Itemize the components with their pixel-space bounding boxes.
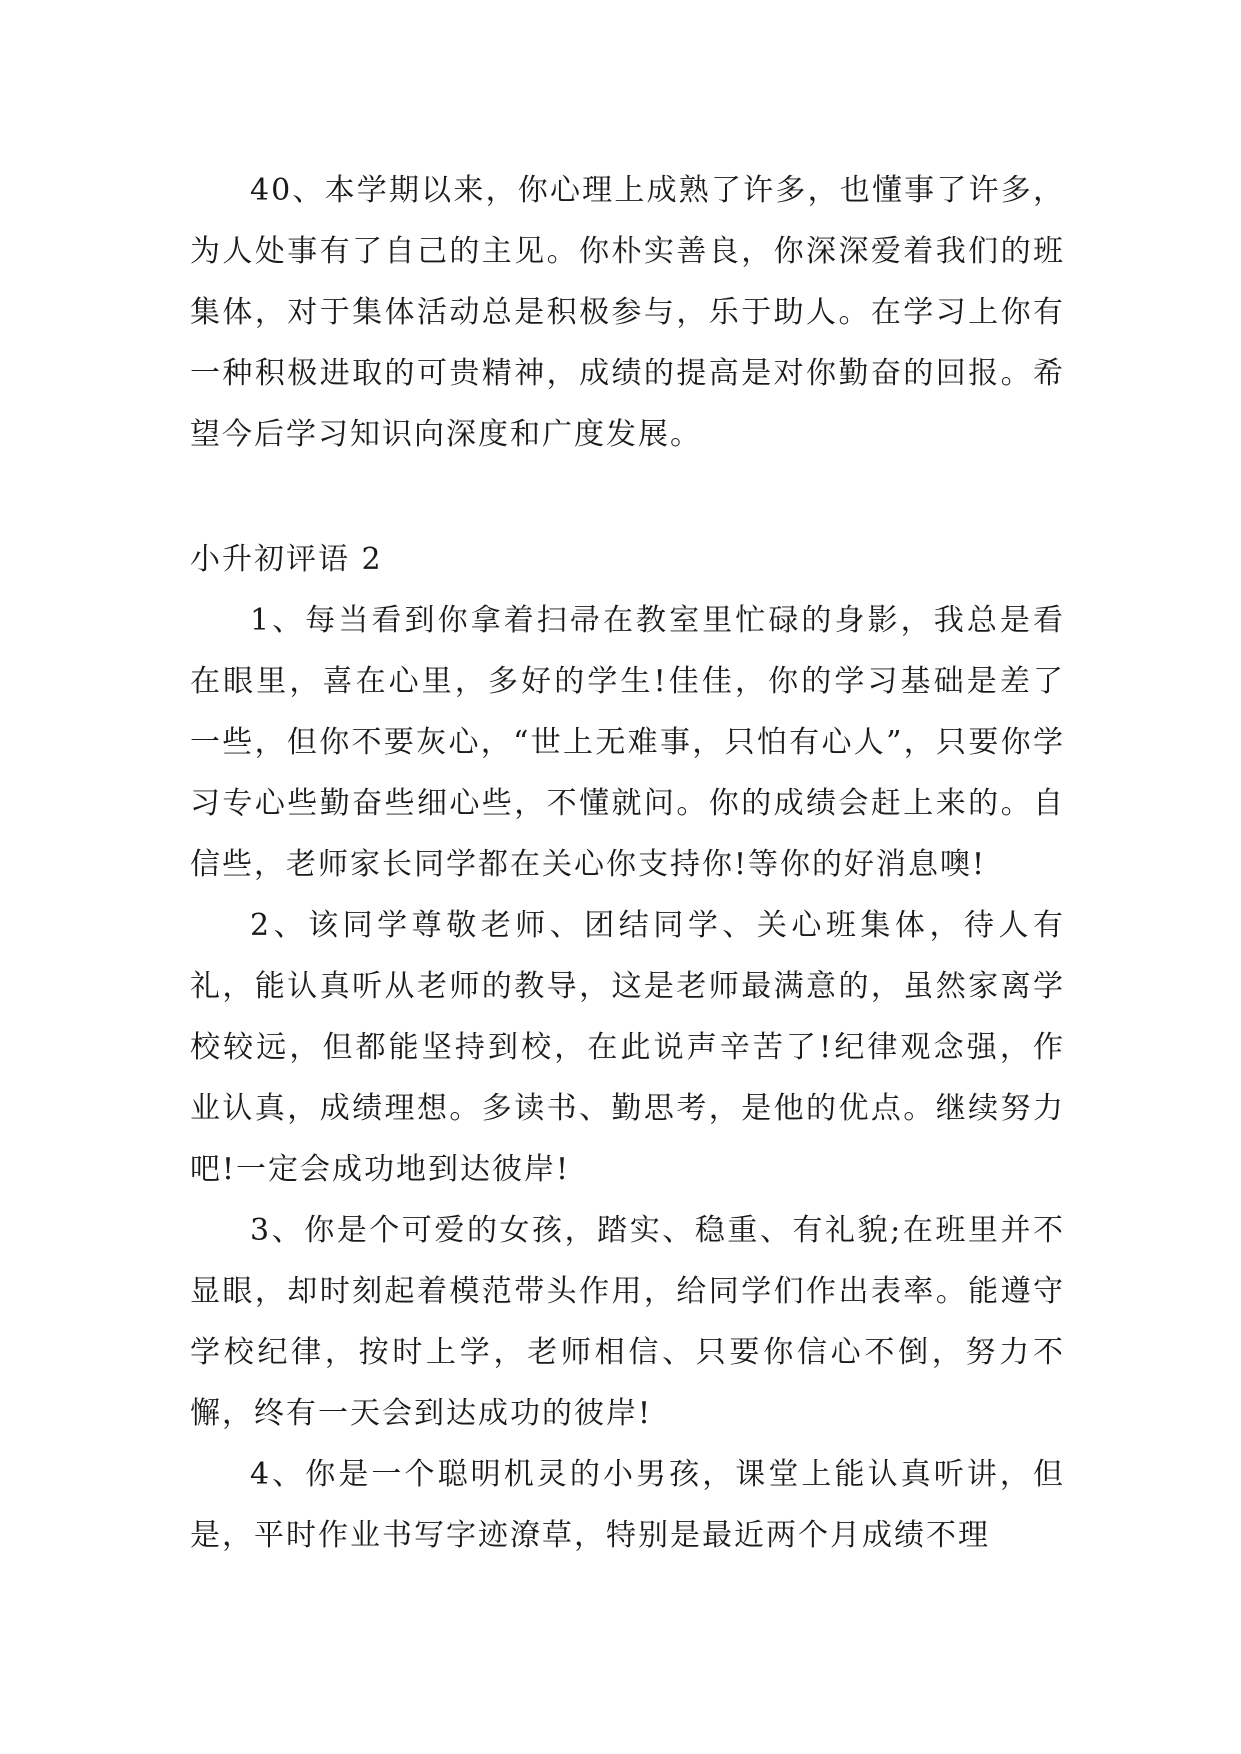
comment-paragraph-3: 3、你是个可爱的女孩，踏实、稳重、有礼貌;在班里并不显眼，却时刻起着模范带头作用，给同学们作出表率。能遵守学校纪律，按时上学，老师相信、只要你信心不倒，努力不懈，终有一天会到达成功的彼岸! [190, 1213, 1065, 1431]
comment-paragraph-2: 2、该同学尊敬老师、团结同学、关心班集体，待人有礼，能认真听从老师的教导，这是老师最满意的，虽然家离学校较远，但都能坚持到校，在此说声辛苦了!纪律观念强，作业认真，成绩理想。多读书、勤思考，是他的优点。继续努力吧!一定会成功地到达彼岸! [190, 908, 1065, 1187]
intro-paragraph: 40、本学期以来，你心理上成熟了许多，也懂事了许多，为人处事有了自己的主见。你朴实善良，你深深爱着我们的班集体，对于集体活动总是积极参与，乐于助人。在学习上你有一种积极进取的可贵精神，成绩的提高是对你勤奋的回报。希望今后学习知识向深度和广度发展。 [190, 173, 1065, 452]
section-title: 小升初评语 2 [190, 542, 383, 577]
document-page [190, 160, 1065, 1566]
comment-paragraph-1: 1、每当看到你拿着扫帚在教室里忙碌的身影，我总是看在眼里，喜在心里，多好的学生!佳佳，你的学习基础是差了一些，但你不要灰心，“世上无难事，只怕有心人”，只要你学习专心些勤奋些细心些，不懂就问。你的成绩会赶上来的。自信些，老师家长同学都在关心你支持你!等你的好消息噢! [190, 603, 1065, 882]
comment-paragraph-4: 4、你是一个聪明机灵的小男孩，课堂上能认真听讲，但是，平时作业书写字迹潦草，特别是最近两个月成绩不理 [190, 1457, 1065, 1553]
